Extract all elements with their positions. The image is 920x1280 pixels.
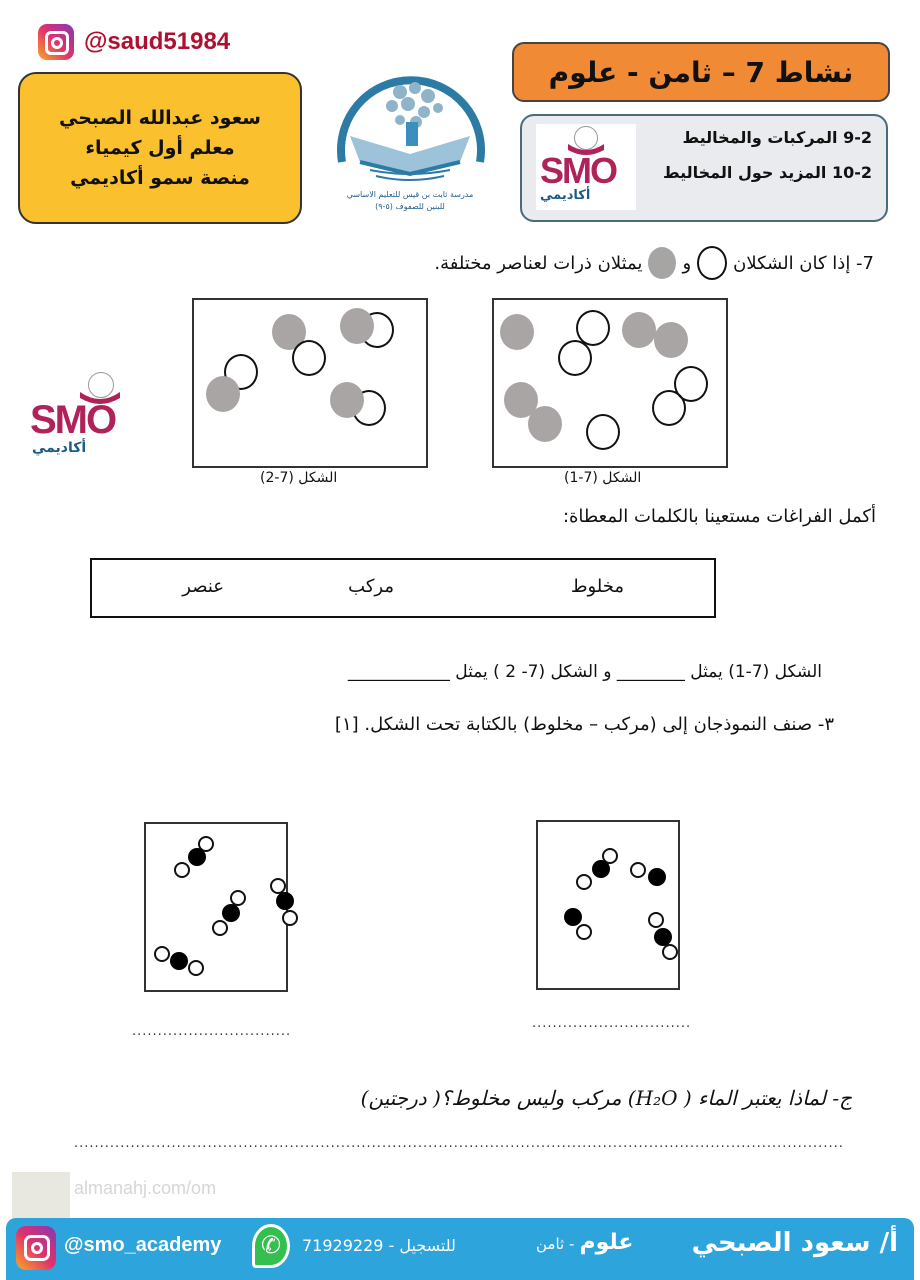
- white-atom: [648, 912, 664, 928]
- teacher-card: [18, 72, 302, 224]
- question-3-prompt: ٣- صنف النموذجان إلى (مركب – مخلوط) بالكتابة تحت الشكل. [١]: [334, 714, 834, 735]
- white-atom: [652, 390, 686, 426]
- teacher-title: معلم أول كيمياء: [85, 137, 235, 159]
- q7-prompt-and: و: [682, 252, 692, 274]
- model-2: [536, 820, 680, 990]
- black-atom: [592, 860, 610, 878]
- instagram-icon: [16, 1226, 56, 1270]
- white-atom: [630, 862, 646, 878]
- white-atom: [576, 874, 592, 890]
- q7-instruction: أكمل الفراغات مستعينا بالكلمات المعطاة:: [562, 506, 876, 527]
- footer-subject-main: علوم: [579, 1230, 634, 1255]
- gray-atom: [500, 314, 534, 350]
- question-7-prompt: [434, 246, 874, 280]
- word-bank-item: مركب: [348, 576, 394, 597]
- word-bank: [90, 558, 716, 618]
- gray-circle-icon: [648, 247, 676, 279]
- gray-atom: [206, 376, 240, 412]
- figure-7-2-caption: الشكل (7-2): [260, 470, 338, 486]
- school-emblem-icon: [320, 62, 500, 192]
- open-circle-icon: [697, 246, 727, 280]
- watermark-text: almanahj.com/om: [74, 1178, 217, 1198]
- question-c-answer-line[interactable]: ......................................................................................................................................................: [74, 1136, 844, 1151]
- figure-7-1-caption: الشكل (7-1): [564, 470, 642, 486]
- black-atom: [648, 868, 666, 886]
- figure-7-1: [492, 298, 728, 468]
- black-atom: [188, 848, 206, 866]
- activity-title: نشاط 7 – ثامن - علوم: [548, 55, 854, 89]
- q7-prompt-end: يمثلان ذرات لعناصر مختلفة.: [434, 252, 643, 274]
- instagram-header: [38, 24, 230, 60]
- activity-title-banner: [512, 42, 890, 102]
- school-caption-line2: للبنين للصفوف (٥-٩): [375, 202, 445, 211]
- whatsapp-icon: [252, 1224, 290, 1268]
- gray-atom: [340, 308, 374, 344]
- teacher-platform: منصة سمو أكاديمي: [70, 167, 250, 189]
- white-atom: [586, 414, 620, 450]
- white-atom: [174, 862, 190, 878]
- lesson-item: 10-2 المزيد حول المخاليط: [662, 163, 872, 182]
- school-logo: [320, 62, 500, 222]
- school-caption-line1: مدرسة ثابت بن قيس للتعليم الاساسي: [346, 190, 474, 199]
- footer-subject: [536, 1230, 633, 1255]
- gray-atom: [528, 406, 562, 442]
- question-c-prompt: ج- لماذا يعتبر الماء ( H₂O) مركب وليس مخلوط؟( درجتين): [360, 1086, 852, 1110]
- model-2-answer-line[interactable]: ...............................: [532, 1016, 692, 1031]
- black-atom: [276, 892, 294, 910]
- brand-sub: أكاديمي: [540, 188, 591, 203]
- model-1-answer-line[interactable]: ...............................: [132, 1024, 292, 1039]
- q7-prompt-start: 7- إذا كان الشكلان: [733, 252, 874, 274]
- teacher-name: سعود عبدالله الصبحي: [59, 107, 261, 129]
- side-brand-logo: [28, 372, 138, 462]
- word-bank-item: عنصر: [182, 576, 224, 597]
- brand-word: SMO: [30, 398, 116, 442]
- black-atom: [564, 908, 582, 926]
- white-atom: [292, 340, 326, 376]
- white-atom: [662, 944, 678, 960]
- footer-teacher: أ/ سعود الصبحي: [691, 1228, 898, 1258]
- white-atom: [154, 946, 170, 962]
- instagram-icon: [38, 24, 74, 60]
- lesson-list: [663, 128, 872, 198]
- black-atom: [170, 952, 188, 970]
- brand-sub: أكاديمي: [32, 440, 87, 456]
- white-atom: [212, 920, 228, 936]
- brand-logo: [536, 124, 636, 210]
- gray-atom: [330, 382, 364, 418]
- black-atom: [222, 904, 240, 922]
- fill-in-sentence[interactable]: الشكل (7-1) يمثل ________ و الشكل (7- 2 ) يمثل ____________: [347, 662, 822, 682]
- model-1: [144, 822, 288, 992]
- gray-atom: [622, 312, 656, 348]
- instagram-handle: @saud51984: [84, 28, 231, 55]
- footer-subject-grade: - ثامن: [536, 1235, 575, 1253]
- lesson-box: [520, 114, 888, 222]
- footer-phone: للتسجيل - 71929229: [302, 1236, 456, 1255]
- white-atom: [282, 910, 298, 926]
- lesson-item: 9-2 المركبات والمخاليط: [682, 128, 872, 147]
- figure-7-2: [192, 298, 428, 468]
- brand-word: SMO: [540, 150, 617, 191]
- word-bank-item: مخلوط: [570, 576, 624, 597]
- white-atom: [576, 924, 592, 940]
- white-atom: [188, 960, 204, 976]
- footer-bar: [6, 1218, 914, 1280]
- white-atom: [558, 340, 592, 376]
- gray-atom: [654, 322, 688, 358]
- footer-instagram-handle: @smo_academy: [64, 1234, 222, 1256]
